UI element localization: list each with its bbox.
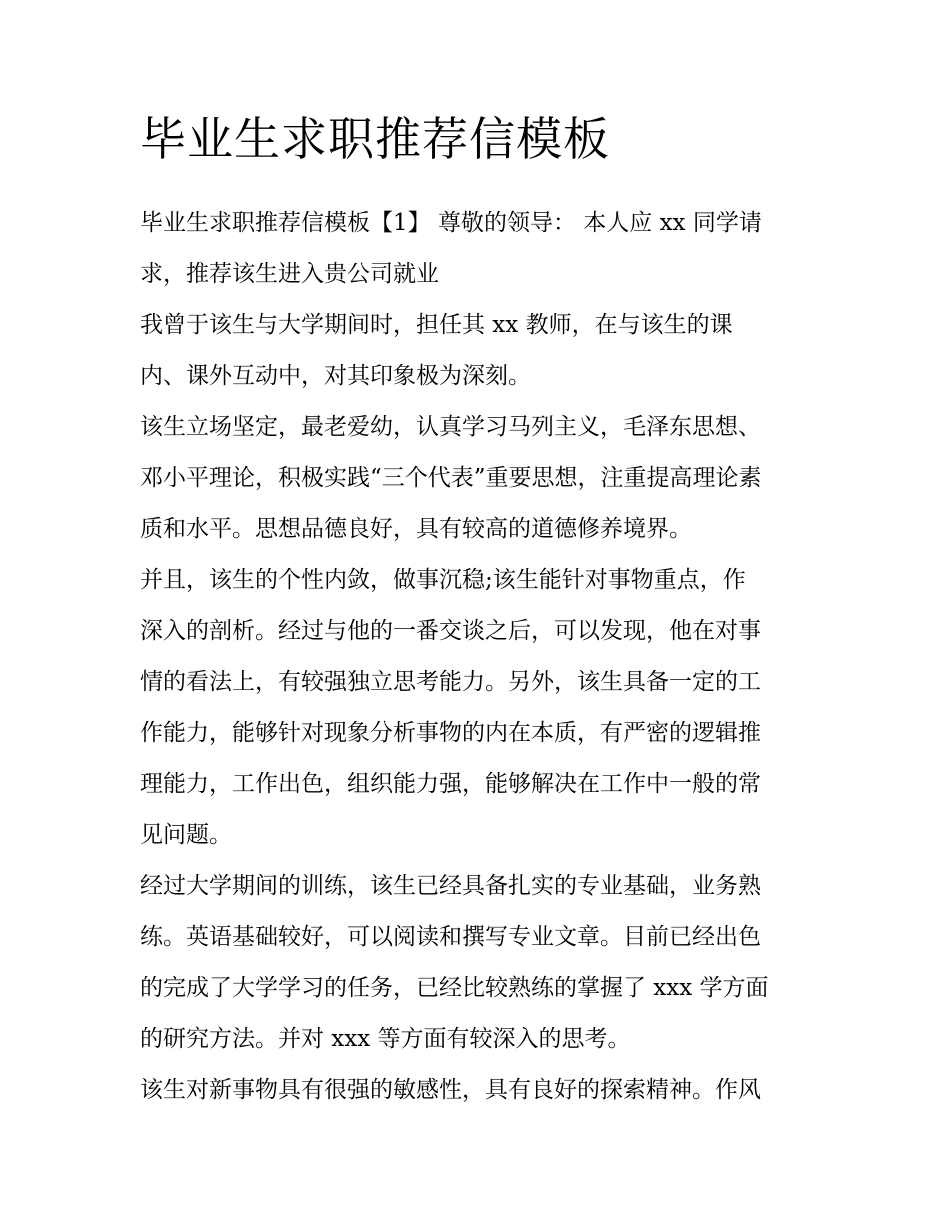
text-line: 的完成了大学学习的任务，已经比较熟练的掌握了 xxx 学方面 bbox=[140, 975, 769, 1001]
text-line: 毕业生求职推荐信模板【1】 尊敬的领导： 本人应 xx 同学请 bbox=[140, 210, 762, 236]
text-line: 理能力，工作出色，组织能力强，能够解决在工作中一般的常 bbox=[140, 771, 761, 797]
text-line: 该生对新事物具有很强的敏感性，具有良好的探索精神。作风 bbox=[140, 1077, 761, 1103]
text-line: 质和水平。思想品德良好，具有较高的道德修养境界。 bbox=[140, 516, 692, 542]
text-line: 并且，该生的个性内敛，做事沉稳;该生能针对事物重点，作 bbox=[140, 567, 746, 593]
text-line: 经过大学期间的训练，该生已经具备扎实的专业基础，业务熟 bbox=[140, 873, 761, 899]
text-line: 求，推荐该生进入贵公司就业 bbox=[140, 261, 439, 287]
document-body bbox=[140, 198, 820, 1116]
text-line: 作能力，能够针对现象分析事物的内在本质，有严密的逻辑推 bbox=[140, 720, 761, 746]
text-line: 深入的剖析。经过与他的一番交谈之后，可以发现，他在对事 bbox=[140, 618, 761, 644]
text-line: 邓小平理论，积极实践“三个代表”重要思想，注重提高理论素 bbox=[140, 465, 762, 491]
text-line: 的研究方法。并对 xxx 等方面有较深入的思考。 bbox=[140, 1026, 631, 1052]
text-line: 该生立场坚定，最老爱幼，认真学习马列主义，毛泽东思想、 bbox=[140, 414, 761, 440]
text-line: 见问题。 bbox=[140, 822, 232, 848]
text-line: 我曾于该生与大学期间时，担任其 xx 教师，在与该生的课 bbox=[140, 312, 733, 338]
text-line: 情的看法上，有较强独立思考能力。另外，该生具备一定的工 bbox=[140, 669, 761, 695]
text-line: 练。英语基础较好，可以阅读和撰写专业文章。目前已经出色 bbox=[140, 924, 761, 950]
text-line: 内、课外互动中，对其印象极为深刻。 bbox=[140, 363, 531, 389]
document-title: 毕业生求职推荐信模板 bbox=[140, 112, 610, 166]
